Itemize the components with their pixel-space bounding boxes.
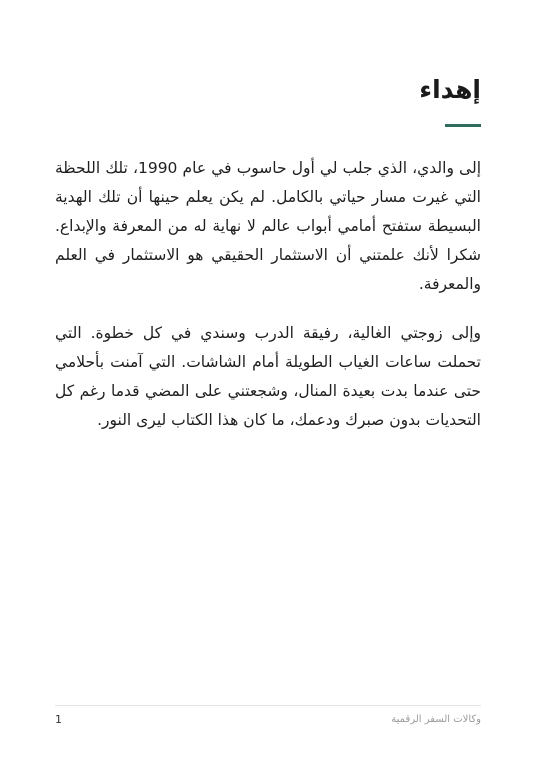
title-underline — [445, 124, 481, 127]
page-title: إهداء — [419, 75, 481, 104]
dedication-paragraph-father: إلى والدي، الذي جلب لي أول حاسوب في عام 1990، تلك اللحظة التي غيرت مسار حياتي بالكامل. لم يكن يعلم حينها أن تلك الهدية البسيطة ستفتح أمامي أبواب عالم لا نهاية له من المعرفة والإبداع. شكرا لأنك علمتني أن الاستثمار الحقيقي هو الاستثمار في العلم والمعرفة. — [55, 159, 481, 293]
footer-divider — [55, 705, 481, 706]
dedication-paragraph-wife: وإلى زوجتي الغالية، رفيقة الدرب وسندي في كل خطوة. التي تحملت ساعات الغياب الطويلة أمام الشاشات. التي آمنت بأحلامي حتى عندما بدت بعيدة المنال، وشجعتني على المضي قدما رغم كل التحديات بدون صبرك ودعمك، ما كان هذا الكتاب ليرى النور. — [55, 324, 481, 429]
dedication-body — [55, 154, 481, 455]
page-number: 1 — [55, 713, 62, 726]
footer-brand: وكالات السفر الرقمية — [391, 714, 481, 725]
